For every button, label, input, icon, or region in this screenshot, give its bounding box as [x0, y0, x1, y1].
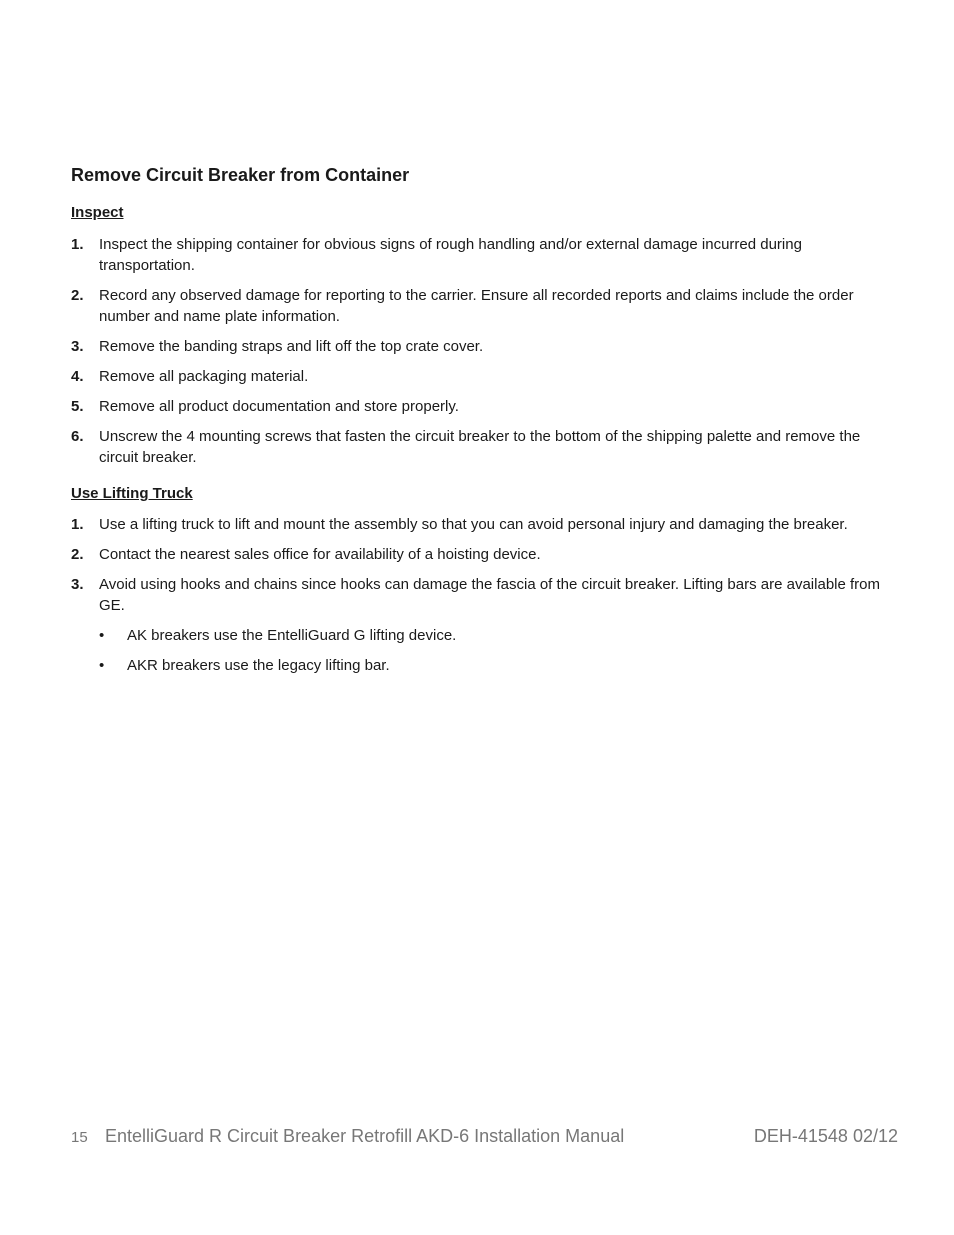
- lifting-bullet-list: [99, 625, 886, 676]
- inspect-step: [71, 366, 886, 387]
- inspect-step: [71, 234, 886, 276]
- lifting-step: [71, 544, 886, 565]
- step-number: 1.: [71, 516, 84, 533]
- inspect-step: [71, 336, 886, 357]
- inspect-step: [71, 396, 886, 417]
- step-number: 3.: [71, 338, 84, 355]
- lifting-steps-list: [71, 514, 886, 685]
- step-text: Remove all packaging material.: [99, 368, 309, 385]
- step-text: Record any observed damage for reporting to the carrier. Ensure all recorded reports and claims include the order number and name plate information.: [99, 287, 854, 325]
- bullet-icon: •: [99, 657, 105, 674]
- step-number: 2.: [71, 546, 84, 563]
- step-text: Inspect the shipping container for obvious signs of rough handling and/or external damage incurred during transportation.: [99, 236, 802, 274]
- page-number: 15: [71, 1129, 88, 1146]
- lifting-truck-heading: Use Lifting Truck: [71, 485, 193, 502]
- inspect-heading: Inspect: [71, 204, 124, 221]
- step-text: Contact the nearest sales office for availability of a hoisting device.: [99, 546, 541, 563]
- bullet-text: AKR breakers use the legacy lifting bar.: [127, 657, 390, 674]
- step-number: 2.: [71, 287, 84, 304]
- step-number: 6.: [71, 428, 84, 445]
- step-text: Use a lifting truck to lift and mount the assembly so that you can avoid personal injury and damaging the breaker.: [99, 516, 848, 533]
- step-number: 3.: [71, 576, 84, 593]
- step-text: Remove the banding straps and lift off the top crate cover.: [99, 338, 484, 355]
- step-number: 1.: [71, 236, 84, 253]
- bullet-item: [99, 655, 886, 676]
- step-text: Unscrew the 4 mounting screws that fasten the circuit breaker to the bottom of the shipping palette and remove the circuit breaker.: [99, 428, 861, 466]
- lifting-step: [71, 574, 886, 676]
- manual-title: EntelliGuard R Circuit Breaker Retrofill AKD-6 Installation Manual: [105, 1126, 625, 1146]
- lifting-step: [71, 514, 886, 535]
- page-footer: [71, 1126, 898, 1150]
- bullet-text: AK breakers use the EntelliGuard G lifting device.: [127, 627, 457, 644]
- inspect-steps-list: [71, 234, 886, 477]
- section-title: Remove Circuit Breaker from Container: [71, 165, 410, 185]
- bullet-icon: •: [99, 627, 105, 644]
- bullet-item: [99, 625, 886, 646]
- step-text: Avoid using hooks and chains since hooks can damage the fascia of the circuit breaker. Lifting bars are available from GE.: [99, 576, 881, 614]
- inspect-step: [71, 285, 886, 327]
- document-code: DEH-41548 02/12: [753, 1126, 898, 1146]
- step-text: Remove all product documentation and store properly.: [99, 398, 459, 415]
- step-number: 5.: [71, 398, 84, 415]
- inspect-step: [71, 426, 886, 468]
- step-number: 4.: [71, 368, 84, 385]
